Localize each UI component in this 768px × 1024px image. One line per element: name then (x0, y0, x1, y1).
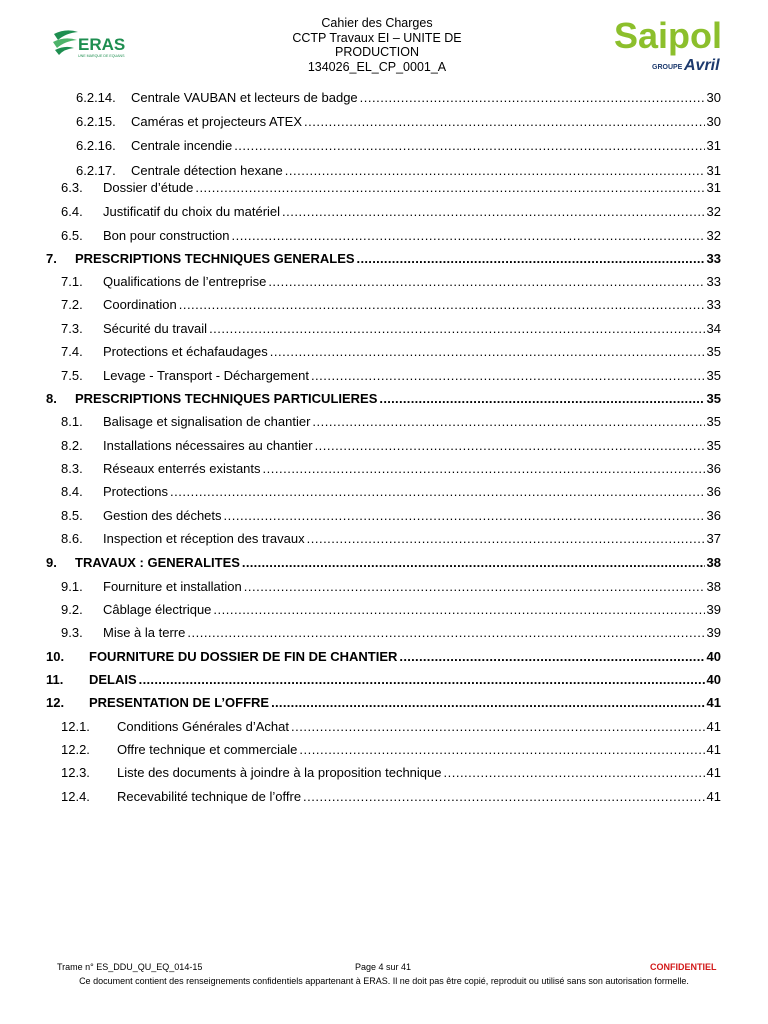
footer-confidential-label: CONFIDENTIEL (650, 962, 717, 972)
toc-entry-page: 31 (706, 138, 721, 153)
page-header (0, 0, 768, 90)
toc-entry-number: 12.1. (61, 719, 90, 734)
toc-entry-title: Liste des documents à joindre à la proposition technique (117, 765, 442, 780)
toc-entry[interactable] (0, 740, 768, 760)
toc-entry-page: 33 (706, 251, 721, 266)
toc-entry-number: 10. (46, 649, 65, 664)
toc-entry-page: 35 (706, 438, 721, 453)
toc-entry[interactable] (0, 342, 768, 362)
toc-entry[interactable] (0, 412, 768, 432)
toc-entry-title: Conditions Générales d’Achat (117, 719, 289, 734)
toc-leader-dots (234, 136, 704, 156)
toc-entry[interactable] (0, 389, 768, 409)
toc-leader-dots (242, 553, 705, 573)
toc-entry-page: 35 (706, 391, 721, 406)
toc-leader-dots (360, 88, 705, 108)
toc-leader-dots (291, 717, 705, 737)
toc-leader-dots (307, 529, 705, 549)
eras-logo-swoosh (55, 47, 74, 55)
toc-entry-number: 7.4. (61, 344, 83, 359)
toc-entry[interactable] (0, 553, 768, 573)
toc-entry-number: 12.4. (61, 789, 90, 804)
document-subject-line-2: PRODUCTION (334, 45, 420, 60)
toc-entry[interactable] (0, 647, 768, 667)
saipol-logo (612, 14, 736, 76)
toc-entry[interactable] (0, 763, 768, 783)
toc-entry-number: 6.2.17. (76, 163, 116, 178)
toc-entry-title: PRESCRIPTIONS TECHNIQUES PARTICULIERES (75, 391, 378, 406)
saipol-wordmark: Saipol (614, 15, 723, 56)
toc-entry[interactable] (0, 178, 768, 198)
toc-entry-number: 7.3. (61, 321, 83, 336)
toc-entry-page: 30 (706, 114, 721, 129)
toc-entry-title: FOURNITURE DU DOSSIER DE FIN DE CHANTIER (89, 649, 398, 664)
toc-entry-number: 7.2. (61, 297, 83, 312)
document-type: Cahier des Charges (321, 16, 433, 30)
toc-entry-title: TRAVAUX : GENERALITES (75, 555, 240, 570)
toc-leader-dots (311, 366, 705, 386)
toc-leader-dots (299, 740, 704, 760)
toc-entry-number: 12.3. (61, 765, 90, 780)
page-footer (0, 958, 768, 998)
toc-entry-page: 39 (706, 602, 721, 617)
toc-entry-page: 38 (706, 579, 721, 594)
footer-confidentiality-notice: Ce document contient des renseignements confidentiels appartenant à ERAS. Il ne doit pas être copié, reproduit ou utilisé sans son autorisation formelle. (79, 976, 689, 986)
toc-entry-title: Centrale détection hexane (131, 163, 283, 178)
toc-entry-number: 8.3. (61, 461, 83, 476)
toc-entry-page: 39 (706, 625, 721, 640)
toc-entry-title: Recevabilité technique de l’offre (117, 789, 302, 804)
toc-entry[interactable] (0, 272, 768, 292)
toc-entry[interactable] (0, 717, 768, 737)
toc-entry-page: 35 (706, 414, 721, 429)
document-subject-line-1: CCTP Travaux EI – UNITE DE (292, 30, 462, 45)
toc-entry[interactable] (0, 249, 768, 269)
document-reference: 134026_EL_CP_0001_A (307, 59, 447, 74)
toc-entry[interactable] (0, 670, 768, 690)
toc-entry-number: 11. (46, 672, 64, 687)
toc-leader-dots (139, 670, 705, 690)
toc-entry-page: 41 (706, 719, 721, 734)
toc-entry-number: 6.4. (61, 204, 83, 219)
toc-leader-dots (399, 647, 704, 667)
toc-entry-title: Centrale incendie (131, 138, 233, 153)
toc-entry-title: DELAIS (89, 672, 137, 687)
toc-leader-dots (379, 389, 704, 409)
toc-entry-title: PRESCRIPTIONS TECHNIQUES GENERALES (75, 251, 355, 266)
toc-leader-dots (244, 577, 705, 597)
toc-entry-number: 6.3. (61, 180, 83, 195)
eras-logo-wordmark: ERAS (78, 35, 126, 54)
toc-leader-dots (270, 342, 705, 362)
toc-entry-title: Dossier d’étude (103, 180, 194, 195)
toc-entry-page: 33 (706, 274, 721, 289)
toc-entry-page: 32 (706, 228, 721, 243)
toc-entry-page: 34 (706, 321, 721, 336)
toc-entry-number: 8.1. (61, 414, 83, 429)
toc-leader-dots (304, 112, 705, 132)
toc-entry-title: Sécurité du travail (103, 321, 208, 336)
toc-leader-dots (263, 459, 705, 479)
toc-entry-page: 37 (706, 531, 721, 546)
toc-leader-dots (282, 202, 705, 222)
toc-entry-number: 6.2.15. (76, 114, 116, 129)
toc-entry[interactable] (0, 787, 768, 807)
toc-entry[interactable] (0, 295, 768, 315)
toc-entry[interactable] (0, 482, 768, 502)
toc-leader-dots (312, 412, 704, 432)
toc-entry-number: 8. (46, 391, 57, 406)
toc-leader-dots (268, 272, 704, 292)
toc-entry-title: Protections et échafaudages (103, 344, 268, 359)
toc-entry-title: Qualifications de l’entreprise (103, 274, 267, 289)
toc-entry-page: 32 (706, 204, 721, 219)
toc-entry-number: 7. (46, 251, 57, 266)
toc-entry-title: Centrale VAUBAN et lecteurs de badge (131, 90, 358, 105)
toc-entry[interactable] (0, 319, 768, 339)
toc-entry[interactable] (0, 623, 768, 643)
toc-leader-dots (195, 178, 704, 198)
toc-entry-page: 31 (706, 180, 721, 195)
toc-entry[interactable] (0, 459, 768, 479)
toc-entry-title: Offre technique et commerciale (117, 742, 298, 757)
toc-leader-dots (303, 787, 704, 807)
toc-entry-title: Coordination (103, 297, 177, 312)
toc-entry-page: 36 (706, 461, 721, 476)
toc-entry[interactable] (0, 112, 768, 132)
toc-leader-dots (224, 506, 705, 526)
toc-entry-number: 7.1. (61, 274, 83, 289)
toc-entry[interactable] (0, 577, 768, 597)
toc-entry[interactable] (0, 693, 768, 713)
toc-entry-page: 41 (706, 765, 721, 780)
toc-leader-dots (444, 763, 705, 783)
saipol-group-label: GROUPE (652, 64, 683, 71)
toc-entry[interactable] (0, 529, 768, 549)
toc-entry-title: Câblage électrique (103, 602, 212, 617)
toc-entry-number: 8.5. (61, 508, 83, 523)
toc-entry-title: PRESENTATION DE L’OFFRE (89, 695, 270, 710)
toc-entry-number: 9.2. (61, 602, 83, 617)
footer-trame: Trame n° ES_DDU_QU_EQ_014-15 (57, 962, 203, 972)
toc-leader-dots (170, 482, 704, 502)
toc-entry-number: 6.2.16. (76, 138, 116, 153)
toc-entry-title: Balisage et signalisation de chantier (103, 414, 311, 429)
toc-entry-number: 12. (46, 695, 65, 710)
toc-entry-page: 41 (706, 695, 721, 710)
toc-entry-page: 40 (706, 649, 721, 664)
toc-entry[interactable] (0, 506, 768, 526)
toc-leader-dots (357, 249, 705, 269)
footer-page-number: Page 4 sur 41 (355, 962, 412, 972)
toc-entry-number: 8.6. (61, 531, 83, 546)
toc-entry[interactable] (0, 436, 768, 456)
toc-entry-number: 9.1. (61, 579, 83, 594)
avril-wordmark: Avril (684, 57, 720, 74)
toc-entry-page: 40 (706, 672, 721, 687)
toc-entry-number: 8.2. (61, 438, 83, 453)
toc-entry-page: 38 (706, 555, 721, 570)
toc-entry-title: Levage - Transport - Déchargement (103, 368, 309, 383)
toc-entry-title: Caméras et projecteurs ATEX (131, 114, 302, 129)
toc-entry-title: Gestion des déchets (103, 508, 222, 523)
toc-entry-title: Installations nécessaires au chantier (103, 438, 313, 453)
toc-entry-number: 6.5. (61, 228, 83, 243)
toc-entry-page: 41 (706, 742, 721, 757)
toc-entry[interactable] (0, 226, 768, 246)
eras-logo-swoosh (53, 38, 77, 48)
toc-entry-number: 9.3. (61, 625, 83, 640)
document-title-block (262, 16, 492, 74)
toc-entry-title: Mise à la terre (103, 625, 186, 640)
toc-entry-page: 31 (706, 163, 721, 178)
toc-entry[interactable] (0, 136, 768, 156)
toc-entry-title: Justificatif du choix du matériel (103, 204, 281, 219)
toc-entry[interactable] (0, 88, 768, 108)
toc-leader-dots (315, 436, 705, 456)
toc-entry-number: 7.5. (61, 368, 83, 383)
toc-leader-dots (271, 693, 704, 713)
toc-leader-dots (209, 319, 704, 339)
toc-entry-page: 30 (706, 90, 721, 105)
toc-leader-dots (213, 600, 704, 620)
toc-entry-number: 6.2.14. (76, 90, 116, 105)
toc-entry-title: Bon pour construction (103, 228, 230, 243)
toc-entry-page: 36 (706, 484, 721, 499)
eras-logo-tagline: UNE MARQUE DE EQUANS (78, 54, 125, 58)
toc-leader-dots (187, 623, 704, 643)
toc-entry-page: 33 (706, 297, 721, 312)
toc-entry-title: Fourniture et installation (103, 579, 242, 594)
toc-entry-number: 9. (46, 555, 57, 570)
toc-entry-page: 35 (706, 368, 721, 383)
toc-entry-page: 36 (706, 508, 721, 523)
toc-entry-title: Inspection et réception des travaux (103, 531, 305, 546)
eras-logo (50, 26, 150, 62)
toc-entry-title: Protections (103, 484, 169, 499)
toc-entry-title: Réseaux enterrés existants (103, 461, 261, 476)
toc-entry-page: 41 (706, 789, 721, 804)
toc-entry-number: 12.2. (61, 742, 90, 757)
toc-leader-dots (231, 226, 704, 246)
toc-entry-page: 35 (706, 344, 721, 359)
toc-entry[interactable] (0, 366, 768, 386)
toc-entry-number: 8.4. (61, 484, 83, 499)
toc-entry[interactable] (0, 600, 768, 620)
toc-entry[interactable] (0, 202, 768, 222)
toc-leader-dots (179, 295, 705, 315)
